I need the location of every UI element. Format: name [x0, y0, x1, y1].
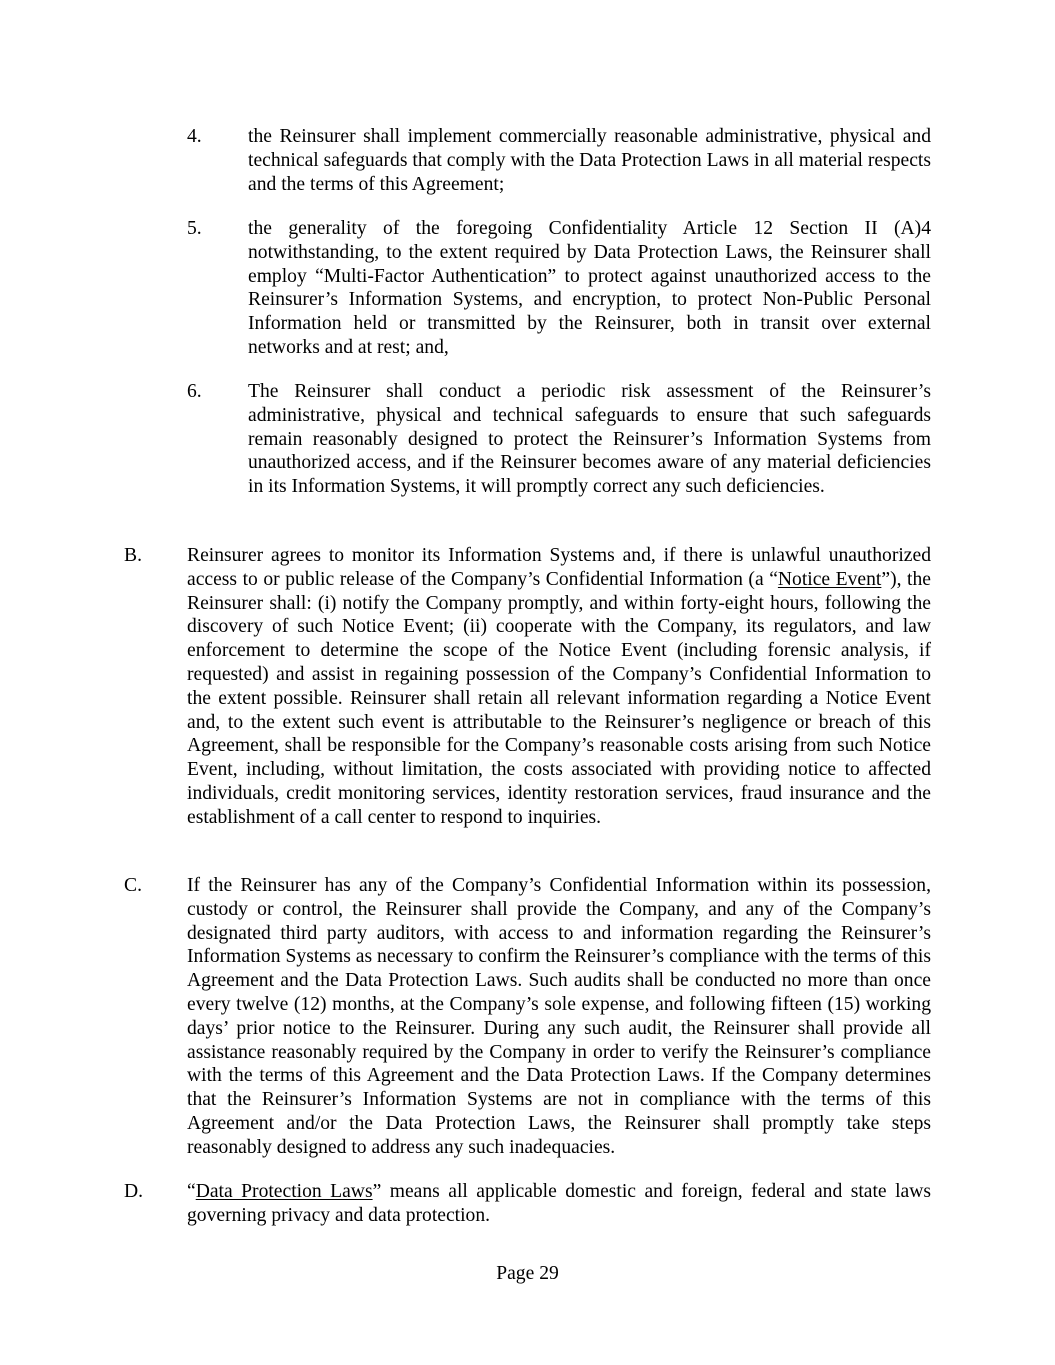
- defined-term-data-protection-laws: Data Protection Laws: [195, 1181, 373, 1202]
- clause-number: 6.: [187, 381, 202, 402]
- clause-number: B.: [124, 545, 142, 566]
- clause-d: [124, 1180, 931, 1228]
- clause-a4: [187, 125, 931, 196]
- clause-text-before: Reinsurer agrees to monitor its Information Systems and, if there is unlawful unauthorized access to or public release of the Company’s Confidential Information (a “: [187, 545, 931, 590]
- clause-number: C.: [124, 875, 142, 896]
- clause-a5: [187, 217, 931, 360]
- clause-text-after: ”), the Reinsurer shall: (i) notify the Company promptly, and within forty-eight hours, following the discovery of such Notice Event; (ii) cooperate with the Company, its regulators, and law enforcement to determine the scope of the Notice Event (including forensic analysis, if requested) and assist in regaining possession of the Company’s Confidential Information to the extent possible. Reinsurer shall retain all relevant information regarding a Notice Event and, to the extent such event is attributable to the Reinsurer’s negligence or breach of this Agreement, shall be responsible for the Company’s reasonable costs arising from such Notice Event, including, without limitation, the costs associated with providing notice to affected individuals, credit monitoring services, identity restoration services, fraud insurance and the establishment of a call center to respond to inquiries.: [187, 568, 931, 828]
- clause-a6: [187, 380, 931, 499]
- page-number: Page 29: [496, 1263, 559, 1284]
- clause-text: the generality of the foregoing Confidentiality Article 12 Section II (A)4 notwithstanding, to the extent required by Data Protection Laws, the Reinsurer shall employ “Multi-Factor Authentication” to protect against unauthorized access to the Reinsurer’s Information Systems, and encryption, to protect Non-Public Personal Information held or transmitted by the Reinsurer, both in transit over external networks and at rest; and,: [248, 218, 931, 358]
- clause-text: [187, 544, 931, 830]
- clause-number: 4.: [187, 126, 202, 147]
- clause-text: If the Reinsurer has any of the Company’s Confidential Information within its possession, custody or control, the Reinsurer shall provide the Company, and any of the Company’s designated third party auditors, with access to and information regarding the Reinsurer’s Information Systems as necessary to confirm the Reinsurer’s compliance with the terms of this Agreement and the Data Protection Laws. Such audits shall be conducted no more than once every twelve (12) months, at the Company’s sole expense, and following fifteen (15) working days’ prior notice to the Reinsurer. During any such audit, the Reinsurer shall provide all assistance reasonably required by the Company in order to verify the Reinsurer’s compliance with the terms of this Agreement and the Data Protection Laws. If the Company determines that the Reinsurer’s Information Systems are not in compliance with the terms of this Agreement and/or the Data Protection Laws, the Reinsurer shall promptly take steps reasonably designed to address any such inadequacies.: [187, 875, 931, 1158]
- clause-number: D.: [124, 1181, 144, 1202]
- clause-text: the Reinsurer shall implement commercially reasonable administrative, physical and technical safeguards that comply with the Data Protection Laws in all material respects and the terms of this Agreement;: [248, 126, 931, 195]
- clause-text-before: “: [187, 1181, 196, 1202]
- defined-term-notice-event: Notice Event: [777, 568, 882, 590]
- clause-text: The Reinsurer shall conduct a periodic risk assessment of the Reinsurer’s administrative, physical and technical safeguards to ensure that such safeguards remain reasonably designed to protect the Reinsurer’s Information Systems from unauthorized access, and if the Reinsurer becomes aware of any material deficiencies in its Information Systems, it will promptly correct any such deficiencies.: [248, 381, 931, 498]
- clause-c: [124, 874, 931, 1160]
- clause-text: [187, 1180, 931, 1228]
- clause-number: 5.: [187, 218, 202, 239]
- clause-text-after: ” means all applicable domestic and foreign, federal and state laws governing privacy and data protection.: [187, 1181, 931, 1226]
- clause-b: [124, 544, 931, 830]
